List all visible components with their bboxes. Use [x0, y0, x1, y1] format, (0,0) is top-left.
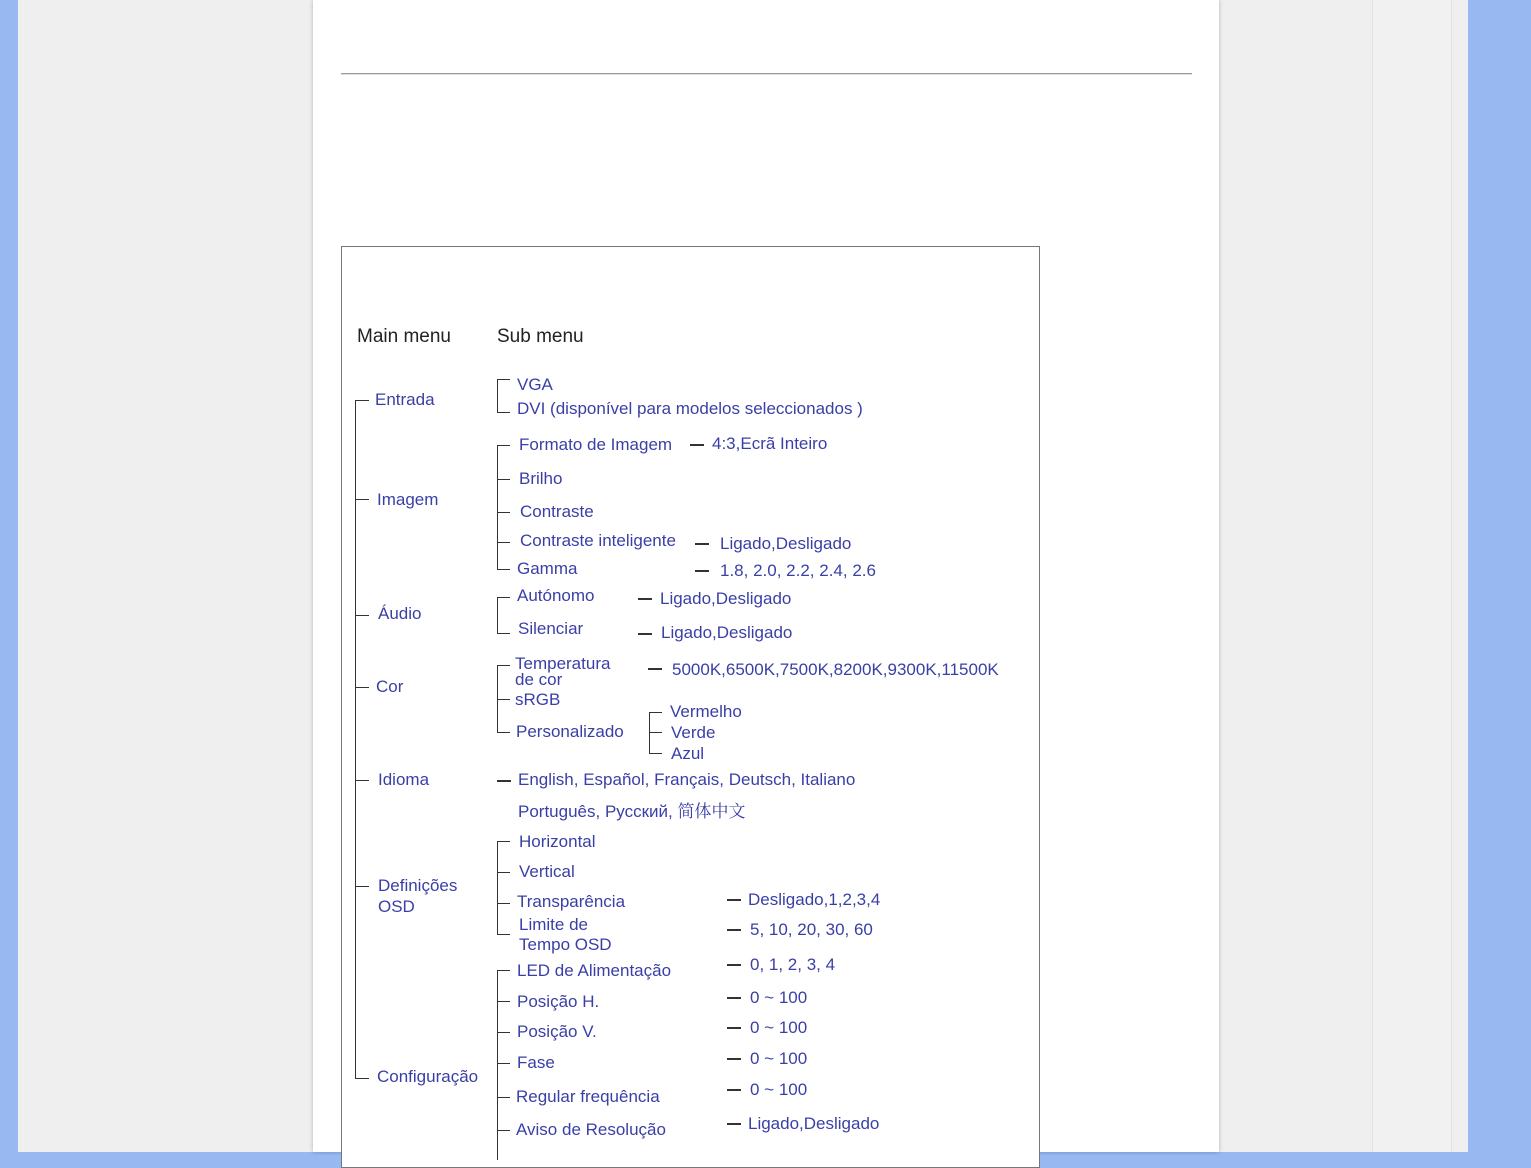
option-posicao-h: 0 ~ 100	[750, 988, 808, 1007]
connector	[497, 1001, 510, 1002]
sub-item-gamma: Gamma	[517, 559, 578, 578]
dash	[690, 444, 704, 446]
connector	[497, 699, 510, 700]
right-side-panel	[1372, 0, 1452, 1152]
connector	[497, 512, 510, 513]
sub-item-verde: Verde	[671, 723, 716, 742]
sub-item-vermelho: Vermelho	[670, 702, 742, 721]
osd-menu-tree-diagram	[341, 246, 1040, 1168]
document-page	[313, 0, 1219, 1152]
connector	[355, 400, 369, 401]
option-gamma: 1.8, 2.0, 2.2, 2.4, 2.6	[720, 561, 876, 580]
dash	[638, 633, 652, 635]
option-temperatura: 5000K,6500K,7500K,8200K,9300K,11500K	[672, 660, 999, 679]
connector	[355, 687, 369, 688]
connector	[497, 1097, 510, 1098]
connector	[497, 1130, 510, 1131]
connector	[497, 841, 510, 842]
bracket-line	[497, 379, 498, 412]
option-fase: 0 ~ 100	[750, 1049, 808, 1068]
sub-item-vga: VGA	[517, 375, 553, 394]
connector	[497, 542, 510, 543]
option-transparencia: Desligado,1,2,3,4	[748, 890, 881, 909]
main-item-imagem: Imagem	[377, 490, 439, 509]
dash	[727, 1089, 741, 1091]
sub-item-horizontal: Horizontal	[519, 832, 596, 851]
dash	[638, 598, 652, 600]
connector	[355, 1078, 369, 1079]
connector	[497, 872, 510, 873]
connector	[497, 569, 510, 570]
option-contraste-inteligente: Ligado,Desligado	[720, 534, 852, 553]
option-silenciar: Ligado,Desligado	[661, 623, 793, 642]
dash	[727, 929, 741, 931]
option-formato-imagem: 4:3,Ecrã Inteiro	[712, 434, 828, 453]
sub-item-temperatura: Temperatura	[515, 654, 611, 673]
connector	[649, 712, 662, 713]
dash	[727, 1027, 741, 1029]
sub-item-regular-frequencia: Regular frequência	[516, 1087, 660, 1106]
dash	[727, 899, 741, 901]
sub-item-autonomo: Autónomo	[517, 586, 595, 605]
main-item-idioma: Idioma	[378, 770, 430, 789]
sub-item-limite: Limite de	[519, 915, 588, 934]
dash	[727, 964, 741, 966]
option-autonomo: Ligado,Desligado	[660, 589, 792, 608]
connector	[355, 780, 369, 781]
dash	[648, 668, 662, 670]
sub-item-azul: Azul	[671, 744, 705, 763]
option-idioma-line1: English, Español, Français, Deutsch, Italiano	[518, 770, 856, 789]
option-limite: 5, 10, 20, 30, 60	[750, 920, 873, 939]
sub-item-dvi: DVI (disponível para modelos seleccionados )	[517, 399, 863, 418]
sub-item-srgb: sRGB	[515, 690, 561, 709]
connector	[497, 633, 510, 634]
sub-item-temperatura-line2: de cor	[515, 670, 563, 689]
horizontal-rule	[341, 73, 1192, 75]
dash	[727, 1123, 741, 1125]
connector	[497, 379, 510, 380]
sub-item-brilho: Brilho	[519, 469, 563, 488]
main-item-osd: Definições	[378, 876, 458, 895]
bracket-line	[497, 841, 498, 934]
connector	[355, 886, 369, 887]
sub-item-led: LED de Alimentação	[517, 961, 672, 980]
bracket-line	[497, 445, 498, 569]
dash	[695, 543, 709, 545]
main-item-configuracao: Configuração	[377, 1067, 479, 1086]
connector	[497, 445, 510, 446]
sub-item-limite-line2: Tempo OSD	[519, 935, 612, 954]
sub-item-posicao-h: Posição H.	[517, 992, 600, 1011]
dash	[695, 570, 709, 572]
connector	[497, 412, 510, 413]
option-regular-frequencia: 0 ~ 100	[750, 1080, 808, 1099]
connector	[497, 1063, 510, 1064]
connector	[649, 753, 662, 754]
main-trunk-line	[355, 400, 356, 1078]
sub-item-contraste: Contraste	[520, 502, 594, 521]
sub-item-posicao-v: Posição V.	[517, 1022, 597, 1041]
main-item-cor: Cor	[376, 677, 404, 696]
option-posicao-v: 0 ~ 100	[750, 1018, 808, 1037]
sub-item-contraste-inteligente: Contraste inteligente	[520, 531, 676, 550]
sub-item-silenciar: Silenciar	[518, 619, 584, 638]
sub-item-transparencia: Transparência	[517, 892, 626, 911]
sub-item-formato-imagem: Formato de Imagem	[519, 435, 673, 454]
main-item-entrada: Entrada	[375, 390, 435, 409]
connector	[355, 499, 369, 500]
connector	[497, 1032, 510, 1033]
option-idioma-line2: Português, Русский, 简体中文	[518, 802, 746, 821]
bracket-line	[497, 597, 498, 633]
sub-item-vertical: Vertical	[519, 862, 575, 881]
main-menu-heading: Main menu	[357, 326, 451, 347]
dash	[727, 1058, 741, 1060]
sub-item-aviso-resolucao: Aviso de Resolução	[516, 1120, 666, 1139]
sub-item-fase: Fase	[517, 1053, 555, 1072]
sub-menu-heading: Sub menu	[497, 326, 584, 347]
connector	[497, 934, 510, 935]
sub-item-personalizado: Personalizado	[516, 722, 624, 741]
main-item-audio: Áudio	[378, 604, 422, 623]
connector	[497, 903, 510, 904]
dash	[727, 997, 741, 999]
connector	[497, 732, 510, 733]
connector	[355, 615, 369, 616]
main-item-osd-line2: OSD	[378, 897, 415, 916]
option-aviso-resolucao: Ligado,Desligado	[748, 1114, 880, 1133]
bracket-line	[497, 970, 498, 1160]
connector	[497, 479, 510, 480]
connector	[649, 732, 662, 733]
dash	[497, 780, 511, 782]
connector	[497, 597, 510, 598]
connector	[497, 970, 510, 971]
option-led: 0, 1, 2, 3, 4	[750, 955, 836, 974]
connector	[497, 665, 510, 666]
